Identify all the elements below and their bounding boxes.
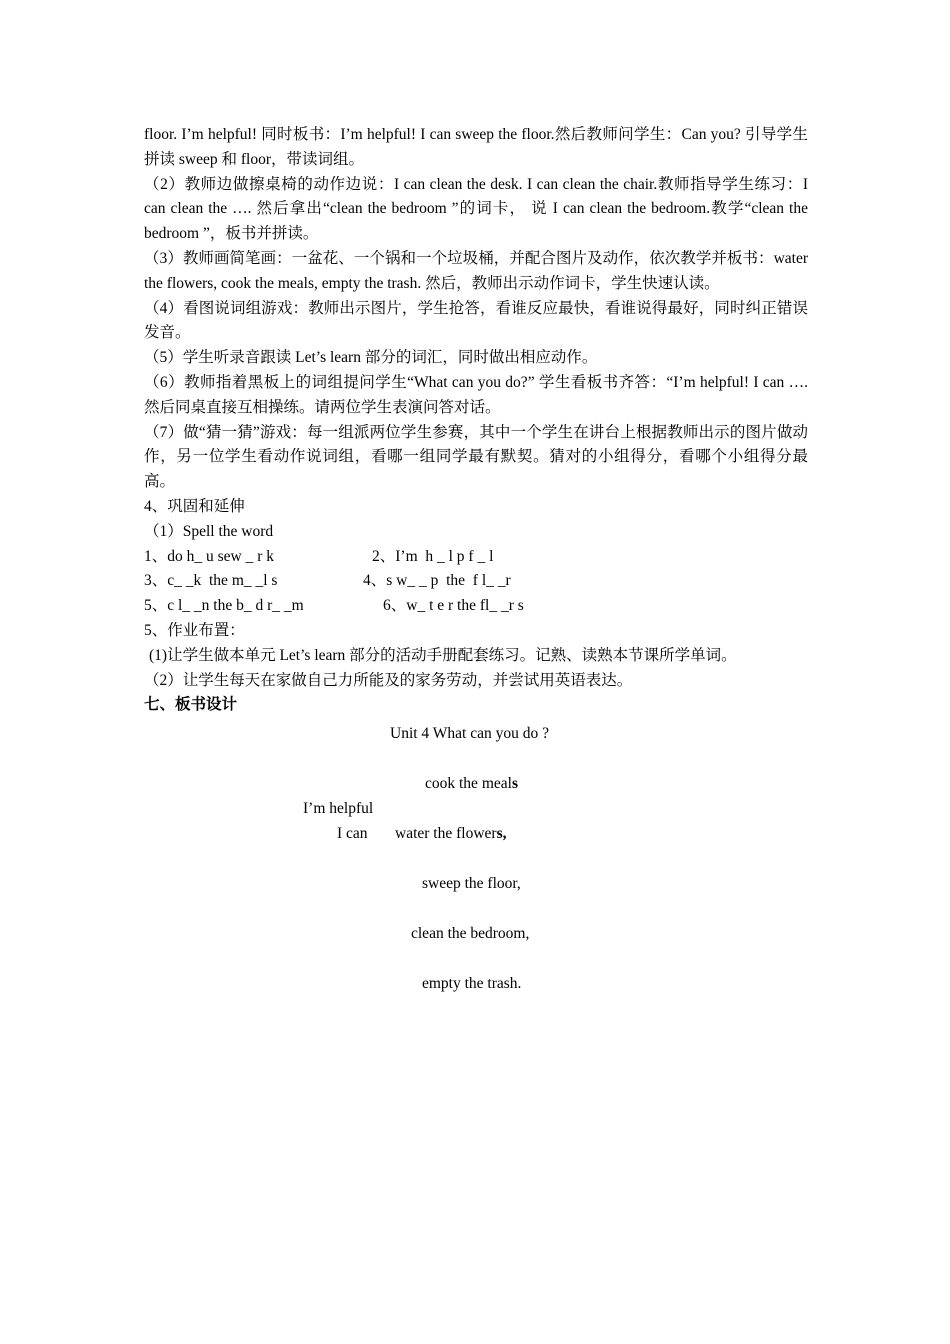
spell-item: 3、c_ _k the m_ _l s — [144, 572, 278, 590]
phrase-cook-main: cook the meal — [425, 775, 512, 792]
paragraph-step-7: （7）做“猜一猜”游戏：每一组派两位学生参赛，其中一个学生在讲台上根据教师出示的图片做动作，另一位学生看动作说词组，看哪一组同学最有默契。猜对的小组得分，看哪个小组得分最高。 — [144, 423, 808, 491]
paragraph-step-6: （6）教师指着黑板上的词组提问学生“What can you do?” 学生看板书齐答：“I’m helpful! I can ….然后同桌直接互相操练。请两位学生表演问答对话。 — [144, 373, 808, 416]
board-design-heading: 七、板书设计 — [144, 696, 238, 714]
paragraph-step-3: （3）教师画简笔画：一盆花、一个锅和一个垃圾桶，并配合图片及动作，依次教学并板书：water the flowers, cook the meals, empty the trash. 然后，教师出示动作词卡，学生快速认读。 — [144, 249, 808, 292]
phrase-water — [395, 822, 506, 846]
section-consolidation: 4、巩固和延伸 — [144, 497, 245, 515]
phrase-cook — [425, 772, 518, 796]
spell-item: 4、s w_ _ p the f l_ _r — [363, 572, 511, 590]
phrase-water-tail: s, — [496, 825, 507, 842]
paragraph-step-5: （5）学生听录音跟读 Let’s learn 部分的词汇，同时做出相应动作。 — [144, 349, 598, 367]
spell-row — [144, 569, 808, 594]
board-i-can: I can — [337, 825, 368, 842]
spell-item: 5、c l_ _n the b_ d r_ _m — [144, 597, 304, 615]
spell-item: 1、do h_ u sew _ r k — [144, 547, 275, 565]
paragraph-step-4: （4）看图说词组游戏：教师出示图片，学生抢答，看谁反应最快，看谁说得最好，同时纠正错误发音。 — [144, 299, 808, 342]
paragraph-intro: floor. I’m helpful! 同时板书：I’m helpful! I can sweep the floor.然后教师问学生：Can you? 引导学生拼读 sweep 和 floor，带读词组。 — [144, 126, 808, 168]
homework-item-1: (1)让学生做本单元 Let’s learn 部分的活动手册配套练习。记熟、读熟本节课所学单词。 — [149, 646, 737, 664]
phrase-empty: empty the trash. — [422, 975, 522, 992]
phrase-cook-tail: s — [511, 775, 518, 792]
spell-item: 2、I’m h _ l p f _ l — [372, 547, 494, 565]
homework-title: 5、作业布置： — [144, 621, 245, 639]
spell-row — [144, 545, 808, 570]
spell-heading: （1）Spell the word — [144, 522, 274, 540]
homework-item-2: （2）让学生每天在家做自己力所能及的家务劳动，并尝试用英语表达。 — [144, 671, 633, 689]
lesson-content — [144, 123, 808, 718]
paragraph-step-2: （2）教师边做擦桌椅的动作边说：I can clean the desk. I can clean the chair.教师指导学生练习：I can clean the …. 然后拿出“clean the bedroom ”的词卡， 说 I can clean the bedroom.教学“clean the bedroom ”，板书并拼读。 — [144, 175, 808, 243]
spell-item: 6、w_ t e r the fl_ _r s — [383, 597, 524, 615]
phrase-water-main: water the flower — [395, 825, 497, 842]
phrase-clean: clean the bedroom, — [411, 925, 530, 942]
board-helpful: I’m helpful — [303, 800, 374, 817]
spell-row — [144, 594, 808, 619]
board-title: Unit 4 What can you do ? — [390, 725, 549, 742]
phrase-sweep: sweep the floor, — [422, 875, 521, 892]
